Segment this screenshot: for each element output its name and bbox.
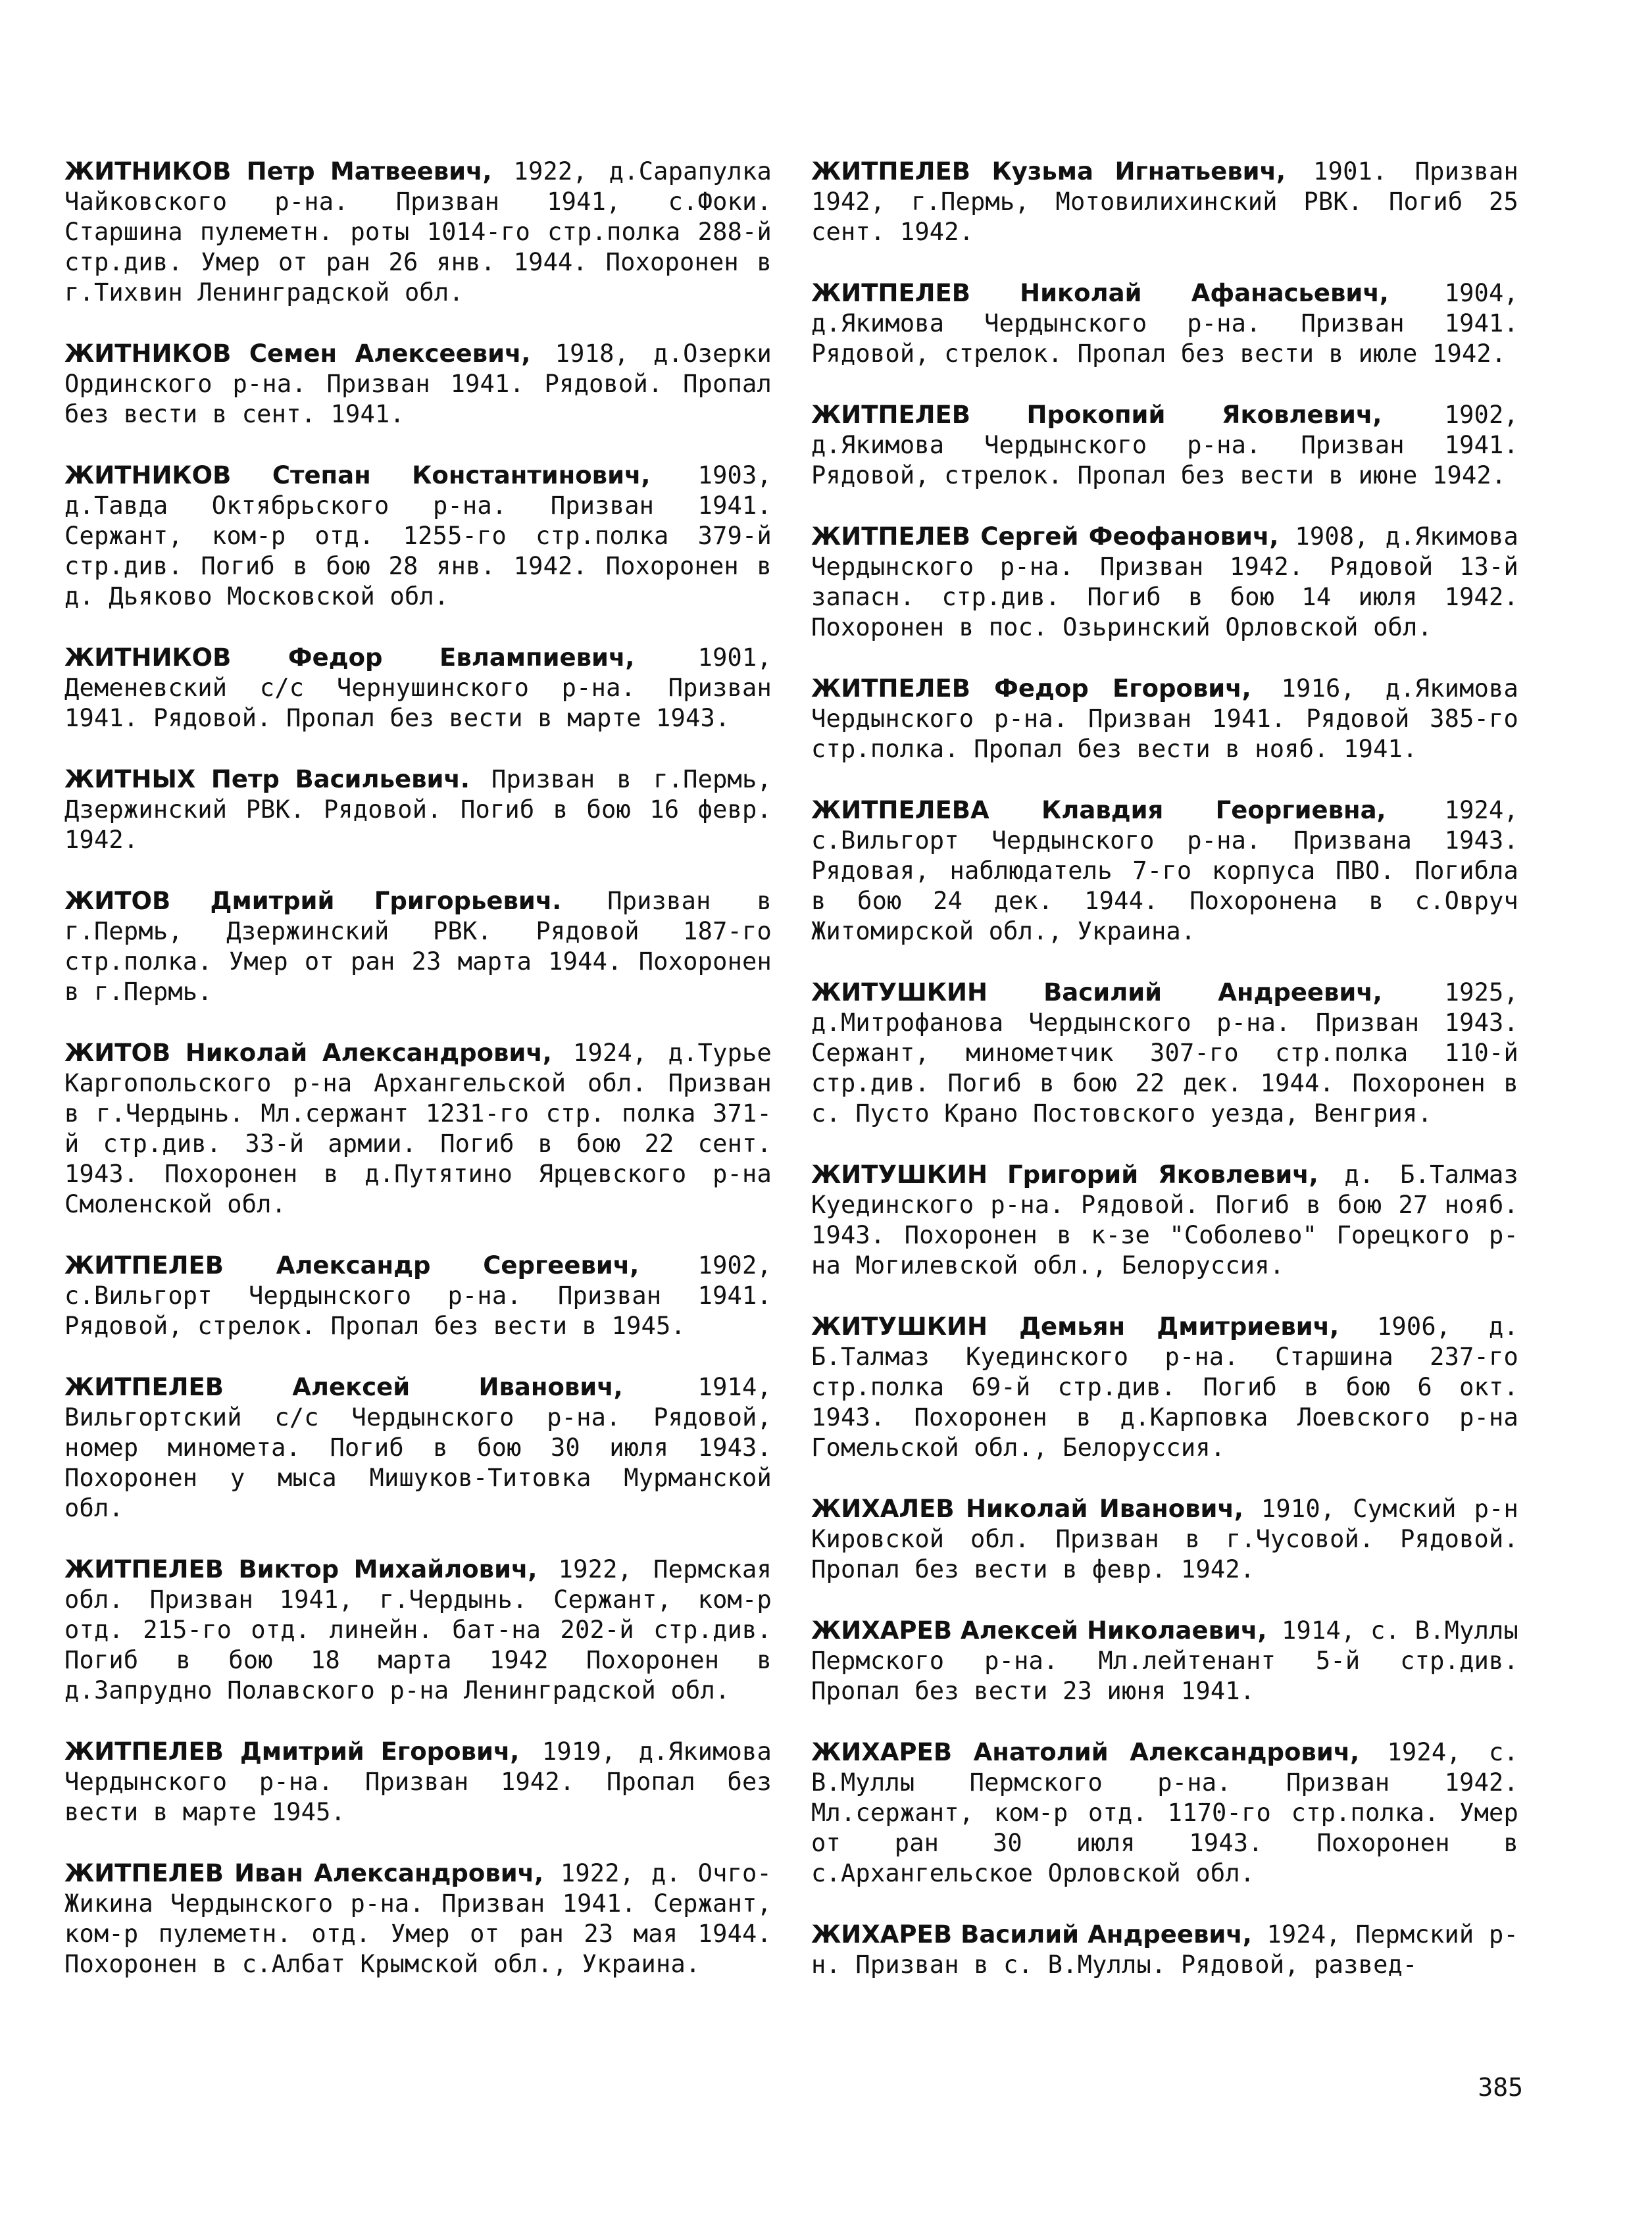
entry-text: 1902, с.Вильгорт Чердынского р-на. Призван 1941. Рядовой, стрелок. Пропал без вести в 1945. — [64, 1251, 772, 1340]
biography-entry — [811, 1494, 1518, 1585]
person-name: ЖИТОВ Дмитрий Григорьевич. — [64, 887, 562, 915]
biography-entry — [811, 1616, 1518, 1706]
entry-text: д. Б.Талмаз Куединского р-на. Рядовой. Погиб в бою 27 нояб. 1943. Похоронен в к-зе "Соболево" Горецкого р-на Могилевской обл., Белоруссия. — [811, 1160, 1518, 1280]
biography-entry — [811, 674, 1518, 764]
biography-entry — [811, 795, 1518, 947]
person-name: ЖИХАЛЕВ Николай Иванович, — [811, 1495, 1243, 1523]
biography-entry — [811, 978, 1518, 1129]
biography-entry — [811, 1737, 1518, 1889]
person-name: ЖИТНИКОВ Семен Алексеевич, — [64, 339, 531, 368]
person-name: ЖИТНИКОВ Петр Матвеевич, — [64, 157, 492, 186]
biography-entry — [64, 460, 772, 612]
biography-entry — [811, 1160, 1518, 1281]
person-name: ЖИТПЕЛЕВ Прокопий Яковлевич, — [811, 401, 1382, 429]
entry-text: 1924, Пермский р-н. Призван в с. В.Муллы. Рядовой, развед- — [811, 1920, 1518, 1979]
entry-text: Призван в г.Пермь, Дзержинский РВК. Рядовой. Погиб в бою 16 февр. 1942. — [64, 765, 772, 854]
biography-entry — [64, 1555, 772, 1706]
entry-text: 1922, Пермская обл. Призван 1941, г.Чердынь. Сержант, ком-р отд. 215-го отд. линейн. бат-на 202-й стр.див. Погиб в бою 18 марта 1942 Похоронен в д.Запрудно Полавского р-на Ленинградской обл. — [64, 1555, 772, 1705]
entry-text: 1914, Вильгортский с/с Чердынского р-на. Рядовой, номер миномета. Погиб в бою 30 июля 1943. Похоронен у мыса Мишуков-Титовка Мурманской обл. — [64, 1373, 772, 1522]
entry-text: 1924, с. В.Муллы Пермского р-на. Призван 1942. Мл.сержант, ком-р отд. 1170-го стр.полка. Умер от ран 30 июля 1943. Похоронен в с.Архангельское Орловской обл. — [811, 1738, 1518, 1887]
person-name: ЖИТУШКИН Демьян Дмитриевич, — [811, 1312, 1339, 1341]
biography-entry — [64, 1038, 772, 1220]
biography-entry — [64, 886, 772, 1007]
biography-entry — [811, 522, 1518, 643]
person-name: ЖИТНИКОВ Федор Евлампиевич, — [64, 643, 635, 672]
entry-text: 1922, д.Сарапулка Чайковского р-на. Призван 1941, с.Фоки. Старшина пулеметн. роты 1014-го стр.полка 288-й стр.див. Умер от ран 26 янв. 1944. Похоронен в г.Тихвин Ленинградской обл. — [64, 157, 772, 307]
entry-text: 1914, с. В.Муллы Пермского р-на. Мл.лейтенант 5-й стр.див. Пропал без вести 23 июня 1941. — [811, 1616, 1518, 1705]
entry-text: 1924, д.Турье Каргопольского р-на Архангельской обл. Призван в г.Чердынь. Мл.сержант 1231-го стр. полка 371-й стр.див. 33-й армии. Погиб в бою 22 сент. 1943. Похоронен в д.Путятино Ярцевского р-на Смоленской обл. — [64, 1039, 772, 1218]
biography-entry — [64, 1372, 772, 1524]
entry-text: 1901. Призван 1942, г.Пермь, Мотовилихинский РВК. Погиб 25 сент. 1942. — [811, 157, 1518, 246]
person-name: ЖИТПЕЛЕВ Федор Егорович, — [811, 674, 1251, 703]
person-name: ЖИТПЕЛЕВ Сергей Феофанович, — [811, 522, 1279, 551]
entry-text: 1918, д.Озерки Ординского р-на. Призван 1941. Рядовой. Пропал без вести в сент. 1941. — [64, 339, 772, 428]
biography-entry — [64, 643, 772, 734]
biography-entry — [811, 400, 1518, 491]
biography-entry — [811, 1312, 1518, 1463]
right-column — [811, 157, 1518, 2011]
person-name: ЖИТПЕЛЕВА Клавдия Георгиевна, — [811, 796, 1386, 824]
person-name: ЖИТПЕЛЕВ Кузьма Игнатьевич, — [811, 157, 1286, 186]
person-name: ЖИТПЕЛЕВ Николай Афанасьевич, — [811, 279, 1389, 307]
person-name: ЖИТУШКИН Григорий Яковлевич, — [811, 1160, 1318, 1189]
entry-text: 1925, д.Митрофанова Чердынского р-на. Призван 1943. Сержант, минометчик 307-го стр.полка 110-й стр.див. Погиб в бою 22 дек. 1944. Похоронен в с. Пусто Крано Постовского уезда, Венгрия. — [811, 978, 1519, 1128]
entry-text: 1906, д. Б.Талмаз Куединского р-на. Старшина 237-го стр.полка 69-й стр.див. Погиб в бою 6 окт. 1943. Похоронен в д.Карповка Лоевского р-на Гомельской обл., Белоруссия. — [811, 1312, 1518, 1462]
entry-text: 1901, Деменевский с/с Чернушинского р-на. Призван 1941. Рядовой. Пропал без вести в марте 1943. — [64, 643, 772, 732]
person-name: ЖИХАРЕВ Алексей Николаевич, — [811, 1616, 1267, 1645]
person-name: ЖИТОВ Николай Александрович, — [64, 1039, 552, 1067]
entry-text: 1924, с.Вильгорт Чердынского р-на. Призвана 1943. Рядовая, наблюдатель 7-го корпуса ПВО. Погибла в бою 24 дек. 1944. Похоронена в с.Овруч Житомирской обл., Украина. — [811, 796, 1518, 945]
entry-text: 1902, д.Якимова Чердынского р-на. Призван 1941. Рядовой, стрелок. Пропал без вести в июне 1942. — [811, 401, 1518, 489]
biography-entry — [64, 1737, 772, 1828]
biography-entry — [64, 1251, 772, 1341]
entry-text: 1903, д.Тавда Октябрьского р-на. Призван 1941. Сержант, ком-р отд. 1255-го стр.полка 379-й стр.див. Погиб в бою 28 янв. 1942. Похоронен в д. Дьяково Московской обл. — [64, 461, 772, 610]
page-number: 385 — [1478, 2073, 1523, 2102]
biography-entry — [811, 1920, 1518, 1980]
person-name: ЖИТПЕЛЕВ Алексей Иванович, — [64, 1373, 623, 1401]
entry-text: 1908, д.Якимова Чердынского р-на. Призван 1942. Рядовой 13-й запасн. стр.див. Погиб в бою 14 июля 1942. Похоронен в пос. Озьринский Орловской обл. — [811, 522, 1518, 641]
person-name: ЖИТПЕЛЕВ Александр Сергеевич, — [64, 1251, 639, 1280]
biography-entry — [64, 764, 772, 855]
biography-entry — [64, 339, 772, 430]
person-name: ЖИТНЫХ Петр Васильевич. — [64, 765, 470, 793]
entry-text: 1916, д.Якимова Чердынского р-на. Призван 1941. Рядовой 385-го стр.полка. Пропал без вести в нояб. 1941. — [811, 674, 1519, 763]
entry-text: 1910, Сумский р-н Кировской обл. Призван в г.Чусовой. Рядовой. Пропал без вести в февр. 1942. — [811, 1495, 1519, 1583]
entry-text: 1919, д.Якимова Чердынского р-на. Призван 1942. Пропал без вести в марте 1945. — [64, 1737, 772, 1826]
entry-text: Призван в г.Пермь, Дзержинский РВК. Рядовой 187-го стр.полка. Умер от ран 23 марта 1944. Похоронен в г.Пермь. — [64, 887, 772, 1006]
person-name: ЖИТПЕЛЕВ Дмитрий Егорович, — [64, 1737, 520, 1766]
entry-text: 1922, д. Очго-Жикина Чердынского р-на. Призван 1941. Сержант, ком-р пулеметн. отд. Умер от ран 23 мая 1944. Похоронен в с.Албат Крымской обл., Украина. — [64, 1859, 772, 1978]
entry-text: 1904, д.Якимова Чердынского р-на. Призван 1941. Рядовой, стрелок. Пропал без вести в июле 1942. — [811, 279, 1518, 368]
person-name: ЖИХАРЕВ Василий Андреевич, — [811, 1920, 1252, 1949]
biography-entry — [64, 1858, 772, 1979]
biography-entry — [811, 278, 1518, 369]
left-column — [64, 157, 772, 2010]
person-name: ЖИТПЕЛЕВ Иван Александрович, — [64, 1859, 544, 1887]
biography-entry — [811, 157, 1518, 247]
person-name: ЖИТПЕЛЕВ Виктор Михайлович, — [64, 1555, 538, 1583]
person-name: ЖИТНИКОВ Степан Константинович, — [64, 461, 651, 489]
person-name: ЖИТУШКИН Василий Андреевич, — [811, 978, 1382, 1007]
biography-entry — [64, 157, 772, 308]
person-name: ЖИХАРЕВ Анатолий Александрович, — [811, 1738, 1360, 1766]
